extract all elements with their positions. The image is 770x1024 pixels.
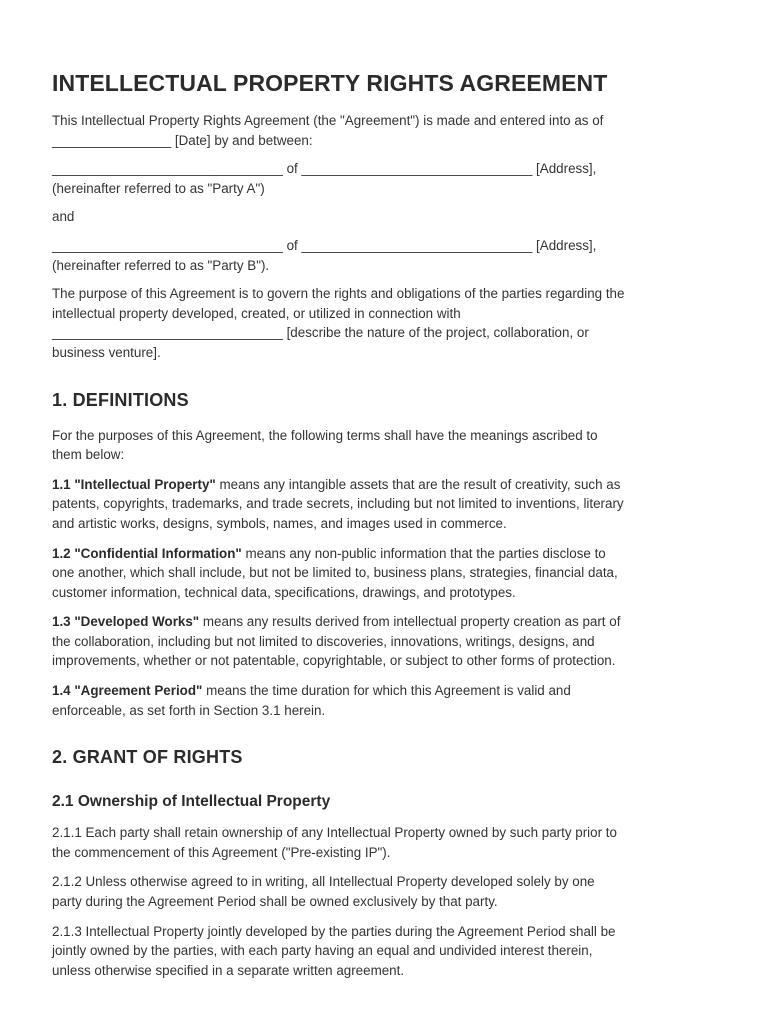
definitions-intro-line-2: them below: [52, 447, 125, 463]
clause-text: 2.1.1 Each party shall retain ownership of any Intellectual Property owned by such party prior to [52, 825, 617, 841]
subsection-heading-ownership: 2.1 Ownership of Intellectual Property [52, 793, 331, 811]
purpose-line-2: intellectual property developed, created, or utilized in connection with [52, 305, 461, 321]
clause-text: jointly owned by the parties, with each party having an equal and undivided interest therein, [52, 943, 593, 959]
definitions-intro [52, 426, 718, 465]
definition-1-3 [52, 612, 718, 671]
purpose-paragraph [52, 284, 718, 362]
agreement-page [52, 68, 718, 980]
definition-1-4 [52, 681, 718, 720]
section-heading-grant-of-rights: 2. GRANT OF RIGHTS [52, 747, 243, 768]
purpose-line-3: _______________________________ [describe the nature of the project, collaboration, or [52, 325, 589, 341]
purpose-line-4: business venture]. [52, 344, 161, 360]
party-b-block [52, 236, 718, 275]
definition-text: means any intangible assets that are the result of creativity, such as [215, 476, 621, 492]
definition-text: the collaboration, including but not limited to discoveries, innovations, writings, designs, and [52, 633, 595, 649]
intro-paragraph [52, 111, 718, 150]
party-a-block [52, 159, 718, 198]
and-text: and [52, 209, 75, 225]
party-a-reference: (hereinafter referred to as "Party A") [52, 180, 265, 196]
document-title: INTELLECTUAL PROPERTY RIGHTS AGREEMENT [52, 70, 608, 96]
section-heading-definitions: 1. DEFINITIONS [52, 389, 189, 410]
definition-term: 1.1 "Intellectual Property" [52, 476, 216, 492]
definition-1-1 [52, 475, 718, 534]
intro-line-2: ________________ [Date] by and between: [52, 132, 313, 148]
clause-text: 2.1.3 Intellectual Property jointly developed by the parties during the Agreement Period shall be [52, 923, 616, 939]
definition-text: and artistic works, designs, symbols, names, and images used in commerce. [52, 515, 507, 531]
definition-text: means any non-public information that the parties disclose to [241, 545, 606, 561]
clause-2-1-3 [52, 922, 718, 981]
definition-text: customer information, technical data, specifications, drawings, and prototypes. [52, 584, 516, 600]
definition-term: 1.2 "Confidential Information" [52, 545, 242, 561]
party-b-line: _______________________________ of _______________________________ [Address], [52, 237, 597, 253]
definition-text: patents, copyrights, trademarks, and trade secrets, including but not limited to inventions, literary [52, 496, 624, 512]
definitions-intro-line-1: For the purposes of this Agreement, the following terms shall have the meanings ascribed to [52, 427, 598, 443]
clause-text: 2.1.2 Unless otherwise agreed to in writing, all Intellectual Property developed solely by one [52, 874, 595, 890]
purpose-line-1: The purpose of this Agreement is to govern the rights and obligations of the parties regarding the [52, 286, 625, 302]
clause-2-1-1 [52, 823, 718, 862]
intro-line-1: This Intellectual Property Rights Agreement (the "Agreement") is made and entered into as of [52, 113, 604, 128]
party-b-reference: (hereinafter referred to as "Party B"). [52, 257, 270, 273]
party-a-line: _______________________________ of _______________________________ [Address], [52, 161, 597, 177]
definition-text: improvements, whether or not patentable, copyrightable, or subject to other forms of protection. [52, 653, 616, 669]
clause-text: party during the Agreement Period shall be owned exclusively by that party. [52, 894, 498, 910]
definition-text: means any results derived from intellectual property creation as part of [199, 614, 621, 630]
definition-text: enforceable, as set forth in Section 3.1 herein. [52, 702, 326, 718]
clause-text: the commencement of this Agreement ("Pre-existing IP"). [52, 844, 391, 860]
definition-1-2 [52, 544, 718, 603]
clause-text: unless otherwise specified in a separate written agreement. [52, 962, 405, 978]
definition-term: 1.3 "Developed Works" [52, 614, 200, 630]
definition-text: means the time duration for which this Agreement is valid and [202, 683, 571, 699]
definition-text: one another, which shall include, but not be limited to, business plans, strategies, financial data, [52, 565, 618, 581]
definition-term: 1.4 "Agreement Period" [52, 683, 203, 699]
clause-2-1-2 [52, 872, 718, 911]
